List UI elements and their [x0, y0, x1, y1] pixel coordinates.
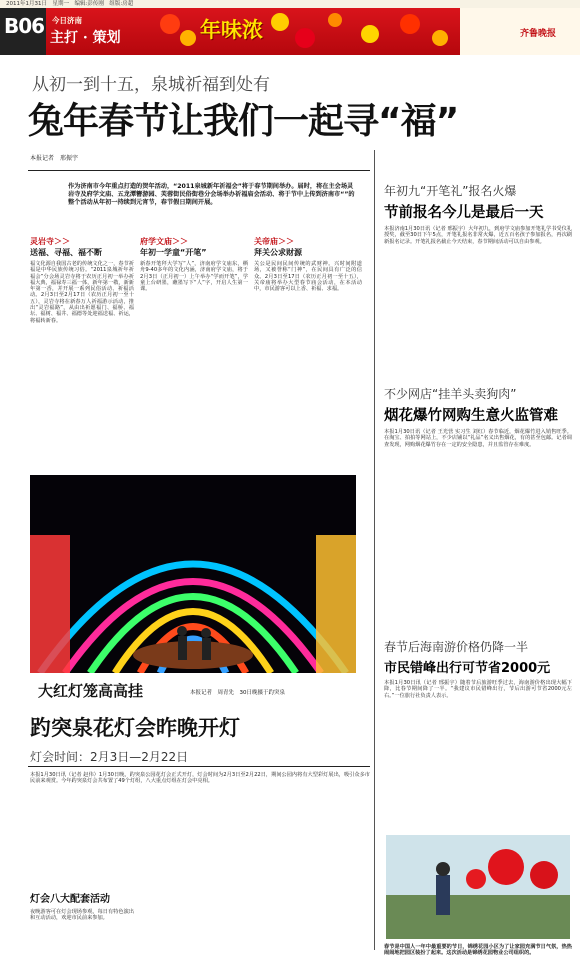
issue-date-line: 2011年1月31日 星期一 编辑:彭传刚 组版:房超: [0, 0, 580, 8]
right2-text: 本报1月30日讯（记者 王光营 实习生 刘红）春节临近，烟花爆竹进入销售旺季。在淘宝、拍拍等网站上，不少店铺以“礼品”名义出售烟花，有的甚至包邮。记者调查发现，网购烟花爆竹存在一定的安全隐患，并且监管存在难度。: [384, 429, 572, 448]
section-masthead: [0, 8, 580, 55]
right2-kicker: 不少网店“挂羊头卖狗肉”: [384, 387, 517, 401]
right-story-1: [384, 182, 572, 245]
lantern-tunnel-photo: [30, 475, 356, 673]
red-lantern-photo: [386, 835, 570, 939]
headline-rule: [28, 170, 370, 171]
col1-text: 福文化源自我国古老的传统文化之一，春节祈福是中华民族传统习俗。“2011泉城祈年祈福会”分会场灵岩寺将于农历正月初一举办祈福大典，福禄寿三福一体，新年第一敬，新新年第一香，并开展一系列民俗活动、祈福活动。2月3日至2月17日（农历正月初一至十五），灵岩寺将在新春万人祈福游示活动，推出“灵岩福路”，从由出祈愿福门、福桥、福坛、福树、福井、福德等处迎福送福、祈运，将福转新春。: [30, 261, 134, 324]
main-headline: 兔年春节让我们一起寻“福”: [28, 101, 459, 142]
right2-headline: 烟花爆竹网购生意火监管难: [384, 408, 558, 424]
lantern-rule: [28, 766, 370, 767]
page-number: B06: [4, 14, 45, 38]
col2-subhead: 府学文庙＞＞: [140, 237, 188, 246]
right1-headline: 节前报名今儿是最后一天: [384, 205, 544, 221]
photo2-caption: 春节是中国人一年中最重要的节日，锦绣花园小区为了让家园充满节日气氛，热热闹闹地把园区装扮了起来。这次活动是锦绣花园物业公司组织的。: [384, 944, 572, 957]
col1-subhead: 灵岩寺＞＞: [30, 237, 70, 246]
newspaper-logo: 齐鲁晚报: [520, 29, 557, 39]
right3-headline: 市民错峰出行可节省2000元: [384, 661, 551, 676]
right1-kicker: 年初九“开笔礼”报名火爆: [384, 184, 517, 198]
lantern-box-head: 灯会八大配套活动: [30, 894, 110, 905]
column-lingyan: [30, 236, 134, 324]
photo1-caption: 大红灯笼高高挂: [38, 682, 144, 700]
lantern-text: 本报1月30日讯（记者 赵伟）1月30日晚，趵突泉公园花灯会正式开灯，灯会时间为2月3日至2月22日，期间公园内将有大型彩灯展出，吸引众多市民前来观赏。今年趵突泉灯会共布置了49个灯组，八大重点灯组在灯会中亮相。: [30, 772, 370, 785]
byline: 本报记者 邢振宇: [30, 155, 79, 162]
col2-subhead2: 年初一学童“开笔”: [140, 248, 207, 257]
lantern-subhead: 灯会时间：2月3日—2月22日: [30, 750, 189, 764]
lantern-box-text: 夜晚游客可在灯会现场参观，每日有特色演出和互动活动，欢迎市民前来参加。: [30, 909, 134, 922]
banner-title: 年味浓: [200, 17, 263, 42]
lantern-headline: 趵突泉花灯会昨晚开灯: [30, 716, 240, 740]
col3-subhead: 关帝庙＞＞: [254, 237, 294, 246]
col3-text: 关公是民间民间传统的武财神。兴时间附道场，又被誉称“门神”，在民间具有广泛的信众。2月3日至17日（农历正月初一至十五），关帝庙将举办大型春节庙会活动，在本活动中，市民游客可以上香、祈福、求福。: [254, 261, 362, 293]
right-story-3: [384, 638, 572, 699]
today-label: 今日济南: [52, 16, 82, 25]
column-fuxue: [140, 236, 248, 292]
col2-text: 新春开笔拜大学写“人”，济南府学文庙东，栖舟9-40多年的文化内涵，济南府学文庙，将于2月3日（正月初一）上午举办“学而开笔”，学童上台研墨，蘸墨写下“人”字，开启人生第一课。: [140, 261, 248, 293]
section-label: 主打 · 策划: [50, 30, 121, 46]
photo1-credit: 本报记者 周青先 30日晚摄于趵突泉: [190, 690, 285, 696]
col3-subhead2: 拜关公求财源: [254, 248, 302, 257]
right3-kicker: 春节后海南游价格仍降一半: [384, 640, 529, 654]
column-guandi: [254, 236, 362, 292]
lead-paragraph: 作为济南市今年重点打造的贺年活动，“2011泉城新年祈福会”将于春节期间举办。届时，将在主会场灵岩寺及府学文庙、五龙潭簪游园、芙蓉街民俗街巷分会场举办祈福庙会活动、将于节中上传到济南市“”的整个活动从年初一持续到元宵节，春节假日期间开展。: [68, 183, 355, 207]
lantern-activities-box: [30, 890, 134, 922]
right1-text: 本报济南1月30日讯（记者 邢振宇）大年初九，到府学文庙参加开笔礼学书受仪礼授奖，截至30日下午5点，开笔礼报名非常火爆，近五百名孩子参加报名，再次刷新报名记录。开笔礼报名截止今天结束，春节期间活动可以自由参观。: [384, 226, 572, 245]
story-kicker: 从初一到十五，泉城祈福到处有: [32, 75, 270, 95]
col1-subhead2: 送福、寻福、福不断: [30, 248, 102, 257]
right-story-2: [384, 385, 572, 448]
column-divider: [374, 150, 375, 950]
right3-text: 本报1月30日讯（记者 邢振宇）随着节后旅游旺季过去，海南游价格出现大幅下降，比春节期间降了一半。“我建议市民错峰出行，节后出游可节省2000元左右。”一位旅行社负责人表示。: [384, 680, 572, 699]
